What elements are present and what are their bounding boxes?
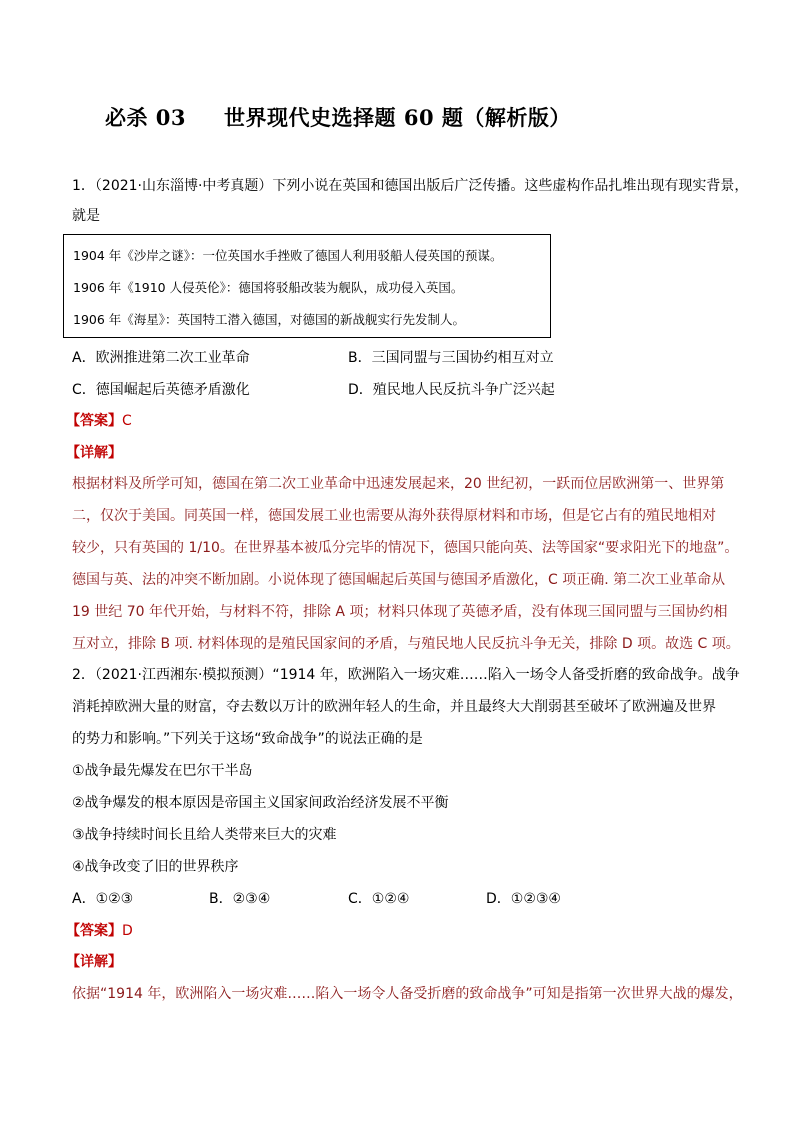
q2-answer	[66, 920, 133, 940]
q2-explanation-line: 依据“1914 年，欧洲陷入一场灾难……陷入一场令人备受折磨的致命战争”可知是指第一次世界大战的爆发，	[72, 986, 743, 1002]
q1-material-line: 1906 年《1910 人侵英伦》：德国将驳船改装为舰队，成功侵入英国。	[73, 280, 464, 295]
q2-item: ②战争爆发的根本原因是帝国主义国家间政治经济发展不平衡	[72, 795, 449, 811]
q1-option-a: A．欧洲推进第二次工业革命	[72, 350, 250, 366]
title-code: 必杀 03	[105, 105, 187, 130]
q1-detail-label: 【详解】	[66, 445, 122, 461]
title-text: 世界现代史选择题 60 题（解析版）	[224, 105, 571, 130]
q1-answer	[66, 410, 132, 430]
q2-detail-label: 【详解】	[66, 954, 122, 970]
q1-material-box	[63, 234, 551, 338]
page-title	[105, 102, 571, 132]
q2-item: ③战争持续时间长且给人类带来巨大的灾难	[72, 827, 337, 843]
q1-explanation-line: 互对立，排除 B 项. 材料体现的是殖民国家间的矛盾，与殖民地人民反抗斗争无关，排除 D 项。故选 C 项。	[72, 636, 740, 652]
q1-option-b: B．三国同盟与三国协约相互对立	[348, 350, 554, 366]
answer-label: 【答案】	[66, 413, 122, 429]
q2-stem-line: 消耗掉欧洲大量的财富，夺去数以万计的欧洲年轻人的生命，并且最终大大削弱甚至破坏了欧洲遍及世界	[72, 699, 716, 715]
q2-option-a: A．①②③	[72, 891, 134, 907]
q1-explanation-line: 较少，只有英国的 1/10。在世界基本被瓜分完毕的情况下，德国只能向英、法等国家“要求阳光下的地盘”。	[72, 540, 739, 556]
q2-option-d: D．①②③④	[486, 891, 561, 907]
answer-value: D	[122, 923, 133, 939]
q1-explanation-line: 19 世纪 70 年代开始，与材料不符，排除 A 项；材料只体现了英德矛盾，没有体现三国同盟与三国协约相	[72, 604, 728, 620]
q2-item: ④战争改变了旧的世界秩序	[72, 859, 239, 875]
q1-option-c: C．德国崛起后英德矛盾激化	[72, 382, 250, 398]
answer-label: 【答案】	[66, 923, 122, 939]
q1-material-line: 1904 年《沙岸之谜》：一位英国水手挫败了德国人利用驳船人侵英国的预谋。	[73, 248, 503, 263]
q1-explanation-line: 二，仅次于美国。同英国一样，德国发展工业也需要从海外获得原材料和市场，但是它占有的殖民地相对	[72, 508, 716, 524]
q1-explanation-line: 德国与英、法的冲突不断加剧。小说体现了德国崛起后英国与德国矛盾激化，C 项正确. 第二次工业革命从	[72, 572, 726, 588]
q2-option-b: B．②③④	[209, 891, 271, 907]
q1-material-line: 1906 年《海星》：英国特工潜入德国，对德国的新战舰实行先发制人。	[73, 312, 466, 327]
q1-option-d: D．殖民地人民反抗斗争广泛兴起	[348, 382, 555, 398]
q1-explanation-line: 根据材料及所学可知，德国在第二次工业革命中迅速发展起来，20 世纪初，一跃而位居欧洲第一、世界第	[72, 476, 725, 492]
answer-value: C	[122, 413, 132, 429]
q2-stem-line: 的势力和影响。”下列关于这场“致命战争”的说法正确的是	[72, 731, 423, 747]
q1-stem-line2: 就是	[72, 208, 100, 224]
q2-stem-line: 2．（2021·江西湘东·模拟预测）“1914 年，欧洲陷入一场灾难……陷入一场令人备受折磨的致命战争。战争	[72, 667, 740, 683]
q1-stem-line1: 1．（2021·山东淄博·中考真题）下列小说在英国和德国出版后广泛传播。这些虚构作品扎堆出现有现实背景，	[72, 178, 749, 194]
q2-item: ①战争最先爆发在巴尔干半岛	[72, 763, 253, 779]
q2-option-c: C．①②④	[348, 891, 410, 907]
